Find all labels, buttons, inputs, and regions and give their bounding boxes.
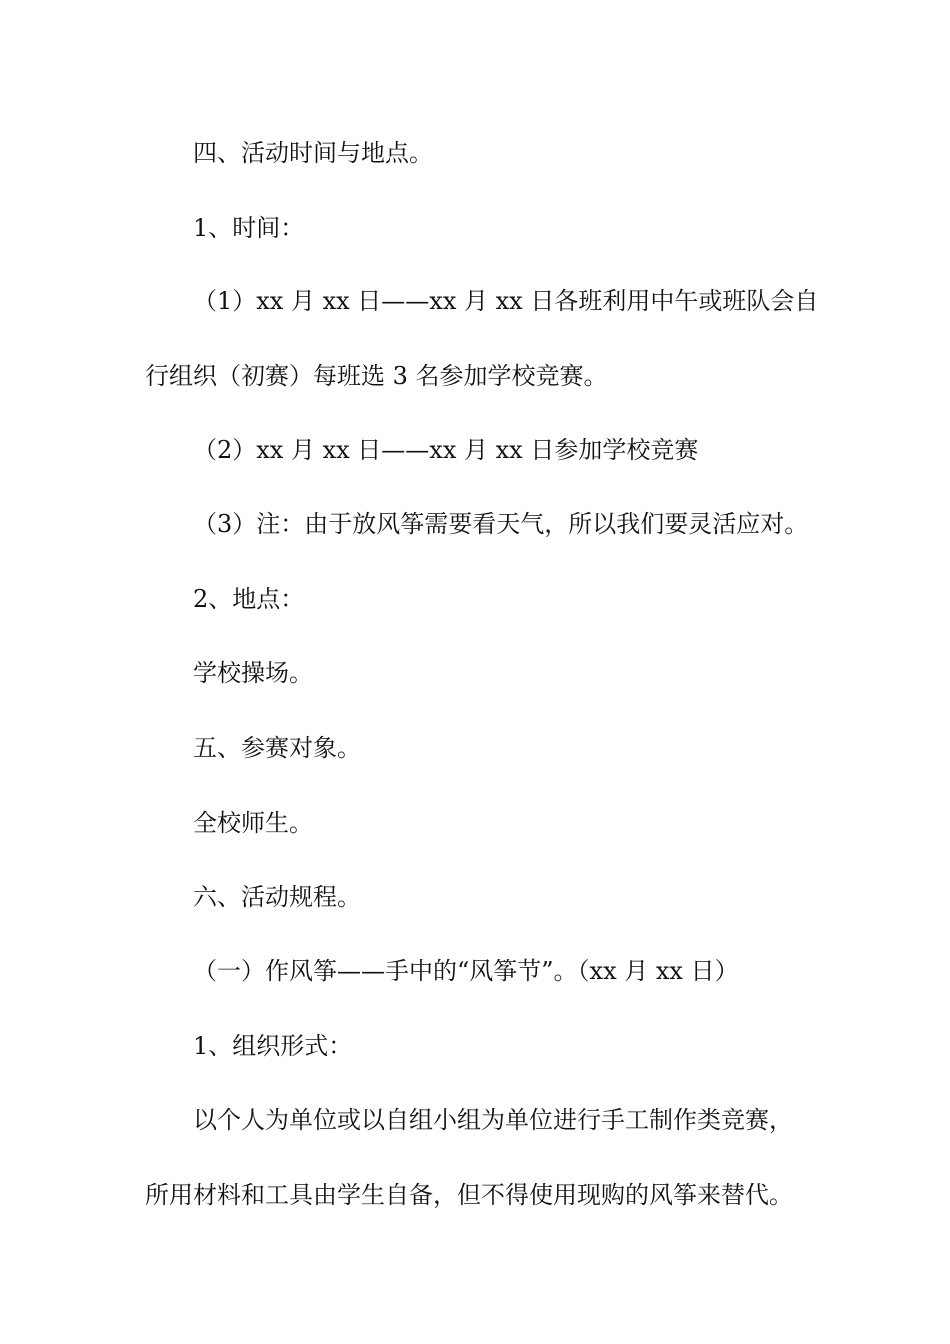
paragraph-line: 全校师生。 [193, 809, 313, 837]
section-heading-5: 五、参赛对象。 [193, 734, 361, 762]
paragraph-line: 行组织（初赛）每班选 3 名参加学校竞赛。 [145, 362, 608, 390]
paragraph-line: （一）作风筝——手中的“风筝节”。（xx 月 xx 日） [193, 957, 739, 985]
paragraph-line: （3）注：由于放风筝需要看天气，所以我们要灵活应对。 [193, 510, 809, 538]
paragraph-line: 以个人为单位或以自组小组为单位进行手工制作类竞赛， [193, 1106, 793, 1134]
subheading-time: 1、时间： [193, 214, 305, 242]
paragraph-line: （1）xx 月 xx 日——xx 月 xx 日各班利用中午或班队会自 [193, 287, 819, 315]
section-heading-6: 六、活动规程。 [193, 883, 361, 911]
paragraph-line: （2）xx 月 xx 日——xx 月 xx 日参加学校竞赛 [193, 436, 699, 464]
paragraph-line: 学校操场。 [193, 659, 313, 687]
paragraph-line: 所用材料和工具由学生自备，但不得使用现购的风筝来替代。 [145, 1181, 793, 1209]
subheading-organization: 1、组织形式： [193, 1032, 353, 1060]
section-heading-4: 四、活动时间与地点。 [193, 139, 433, 167]
subheading-location: 2、地点： [193, 585, 305, 613]
